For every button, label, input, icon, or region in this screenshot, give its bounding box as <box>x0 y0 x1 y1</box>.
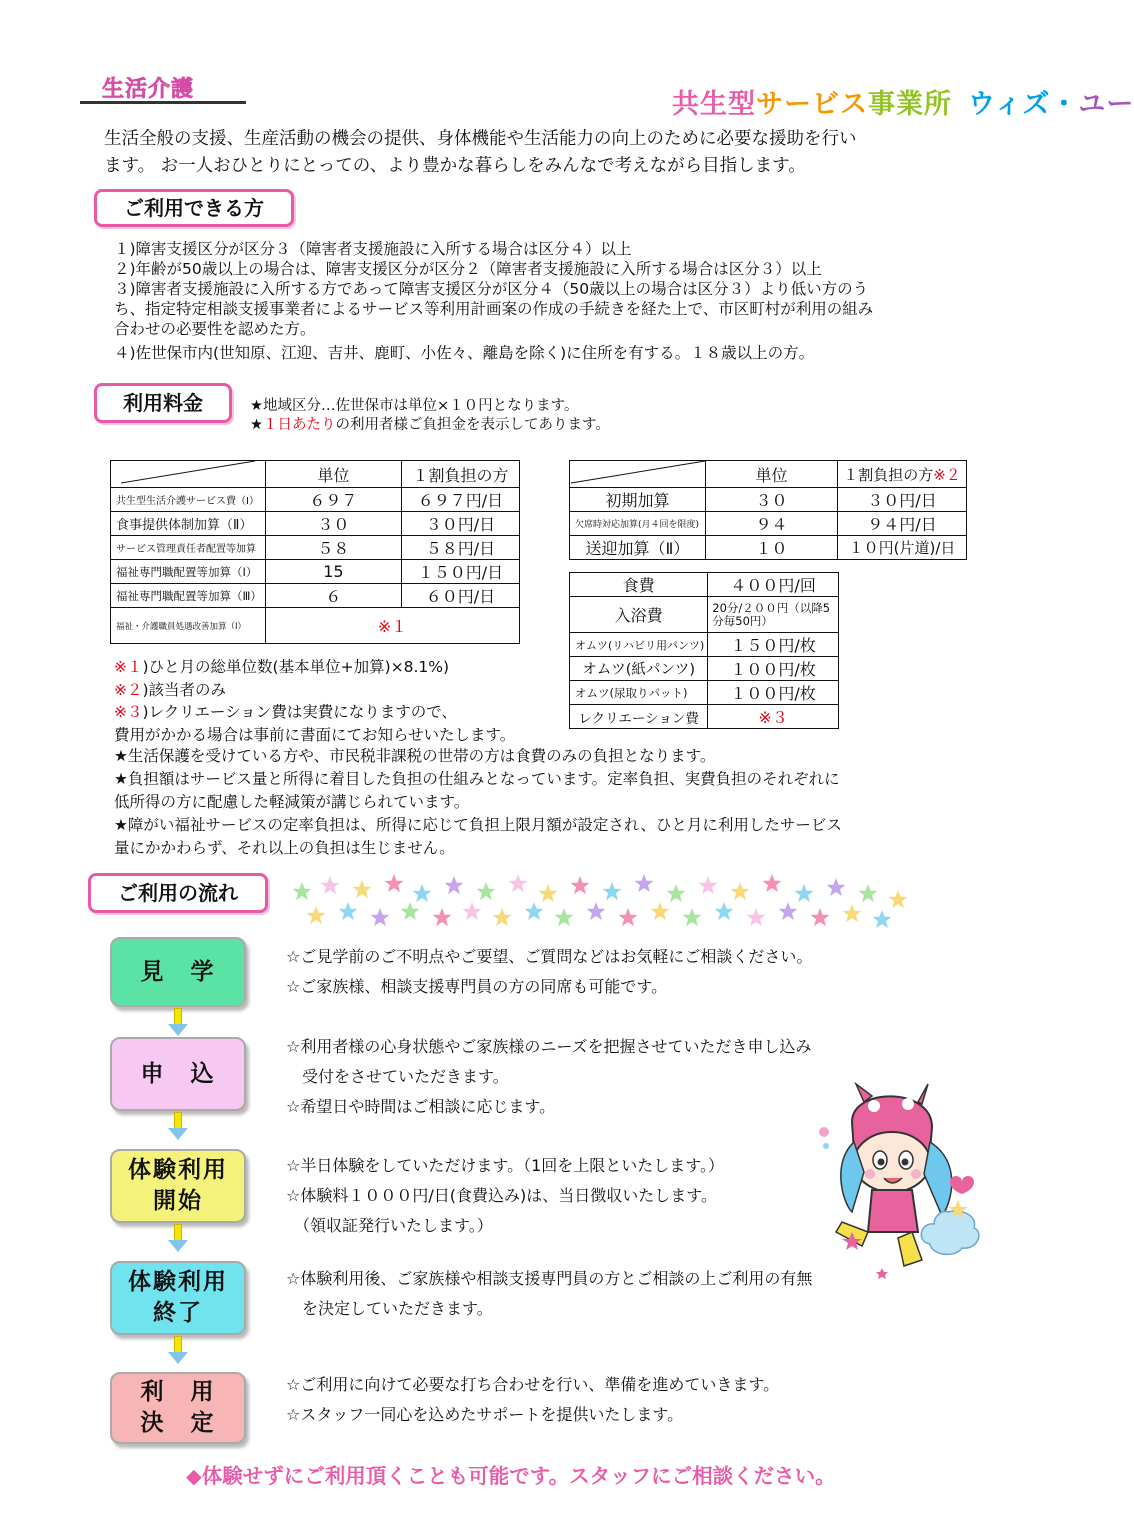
table-header-row: 単位 １割負担の方 <box>111 461 520 488</box>
step-visit: 見 学 <box>110 937 246 1007</box>
eligibility-list: １)障害支援区分が区分３（障害者支援施設に入所する場合は区分４）以上 ２)年齢が50歳以上の場合は、障害支援区分が区分２（障害者支援施設に入所する場合は区分３）以上 ３)障害者支援施設に入所する方であって障害支援区分が区分４（50歳以上の場合は区分３）より低い方のう ち、指定特定相談支援事業者によるサービス等利用計画案の作成の手続きを経た上で、市区町村が利用の組み 合わせの必要性を認めた方。 ４)佐世保市内(世知原、江迎、吉井、鹿町、小佐々、離島を除く)に住所を有する。１８歳以上の方。 <box>114 239 984 363</box>
fees-heading: 利用料金 <box>94 383 232 423</box>
stars-decoration <box>282 872 922 936</box>
eligibility-item: ４)佐世保市内(世知原、江迎、吉井、鹿町、小佐々、離島を除く)に住所を有する。１８歳以上の方。 <box>114 344 815 362</box>
eligibility-item: ２)年齢が50歳以上の場合は、障害支援区分が区分２（障害者支援施設に入所する場合は区分３）以上 <box>114 260 822 278</box>
step-decision: 利 用 決 定 <box>110 1372 246 1444</box>
table-row: 福祉専門職配置等加算（Ⅰ） 15 １５０円/日 <box>111 560 520 584</box>
fee-bullets: ★生活保護を受けている方や、市民税非課税の世帯の方は食費のみの負担となります。 ★負担額はサービス量と所得に着目した負担の仕組みとなっています。定率負担、実費負担のそれぞれに 低所得の方に配慮した軽減策が講じられています。 ★障がい福祉サービスの定率負担は、所得に応じて負担上限月額が設定され、ひと月に利用したサービス 量にかかわらず、それ以上の負担は生じません。 <box>114 747 842 857</box>
table-row: 食費 ４００円/回 <box>570 573 839 597</box>
fees-notes: ★地域区分…佐世保市は単位×１０円となります。 ★１日あたりの利用者様ご負担金を表示してあります。 <box>250 398 610 433</box>
step-trial-start-text: ☆半日体験をしていただけます。（1回を上限といたします。） ☆体験料１０００円/日(食費込み)は、当日徴収いたします。 （領収証発行いたします。） <box>286 1156 724 1235</box>
step-visit-text: ☆ご見学前のご不明点やご要望、ご質問などはお気軽にご相談ください。 ☆ご家族様、相談支援専門員の方の同席も可能です。 <box>286 947 813 996</box>
table-row: 初期加算 ３０ ３０円/日 <box>570 488 967 512</box>
diagonal-header-cell <box>570 461 706 488</box>
mascot-illustration <box>812 1082 984 1282</box>
step-trial-end-text: ☆体験利用後、ご家族様や相談支援専門員の方とご相談の上ご利用の有無 を決定していただきます。 <box>286 1269 813 1318</box>
fee-footnotes: ※１)ひと月の総単位数(基本単位+加算)×8.1%) ※２)該当者のみ ※３)レクリエーション費は実費になりますので、 費用がかかる場合は事前に書面にてお知らせいたします。 <box>114 658 516 744</box>
eligibility-heading: ご利用できる方 <box>94 189 294 227</box>
step-decision-text: ☆ご利用に向けて必要な打ち合わせを行い、準備を進めていきます。 ☆スタッフ一同心を込めたサポートを提供いたします。 <box>286 1375 780 1424</box>
fee-table-additions <box>569 460 967 560</box>
arrow-down-icon <box>170 1008 186 1036</box>
fee-table-basic <box>110 460 520 644</box>
table-row: 福祉・介護職員処遇改善加算（Ⅰ） ※１ <box>111 608 520 644</box>
table-row: サービス管理責任者配置等加算 ５８ ５８円/日 <box>111 536 520 560</box>
table-row: 共生型生活介護サービス費（Ⅰ） ６９７ ６９７円/日 <box>111 488 520 512</box>
step-apply: 申 込 <box>110 1037 246 1111</box>
table-row: 欠席時対応加算(月４回を限度) ９４ ９４円/日 <box>570 512 967 536</box>
step-trial-start: 体験利用 開始 <box>110 1149 246 1223</box>
star-icon <box>293 874 908 928</box>
fee-table-actual-costs <box>569 572 839 729</box>
table-row: オムツ(リハビリ用パンツ) １５０円/枚 <box>570 633 839 657</box>
footer-message: ◆体験せずにご利用頂くことも可能です。スタッフにご相談ください。 <box>186 1464 836 1488</box>
diagonal-line <box>571 461 705 483</box>
table-row: オムツ(尿取りパット) １００円/枚 <box>570 681 839 705</box>
eligibility-item: ３)障害者支援施設に入所する方であって障害支援区分が区分４（50歳以上の場合は区分３）より低い方のう <box>114 280 869 298</box>
table-header-row: 単位 １割負担の方※２ <box>570 461 967 488</box>
table-row: 送迎加算（Ⅱ） １０ １０円(片道)/日 <box>570 536 967 560</box>
arrow-down-icon <box>170 1336 186 1364</box>
diagonal-line <box>121 461 255 483</box>
eligibility-item: １)障害支援区分が区分３（障害者支援施設に入所する場合は区分４）以上 <box>114 240 632 258</box>
table-row: 福祉専門職配置等加算（Ⅲ） ６ ６０円/日 <box>111 584 520 608</box>
step-apply-text: ☆利用者様の心身状態やご家族様のニーズを把握させていただき申し込み 受付をさせていただきます。 ☆希望日や時間はご相談に応じます。 <box>286 1037 812 1116</box>
table-row: 入浴費 20分/２００円（以降5分毎50円） <box>570 597 839 633</box>
brand-logo-text: 共生型サービス事業所 ウィズ・ユー <box>672 89 1134 120</box>
diagonal-header-cell <box>111 461 266 488</box>
intro-paragraph: 生活全般の支援、生産活動の機会の提供、身体機能や生活能力の向上のために必要な援助を行い ます。 お一人おひとりにとっての、より豊かな暮らしをみんなで考えながら目指します。 <box>104 129 857 176</box>
table-row: 食事提供体制加算（Ⅱ） ３０ ３０円/日 <box>111 512 520 536</box>
arrow-down-icon <box>170 1112 186 1140</box>
table-row: オムツ(紙パンツ) １００円/枚 <box>570 657 839 681</box>
arrow-down-icon <box>170 1224 186 1252</box>
section-title: 生活介護 <box>80 72 246 104</box>
step-trial-end: 体験利用 終了 <box>110 1261 246 1335</box>
table-row: レクリエーション費 ※３ <box>570 705 839 729</box>
flow-heading: ご利用の流れ <box>88 873 268 913</box>
